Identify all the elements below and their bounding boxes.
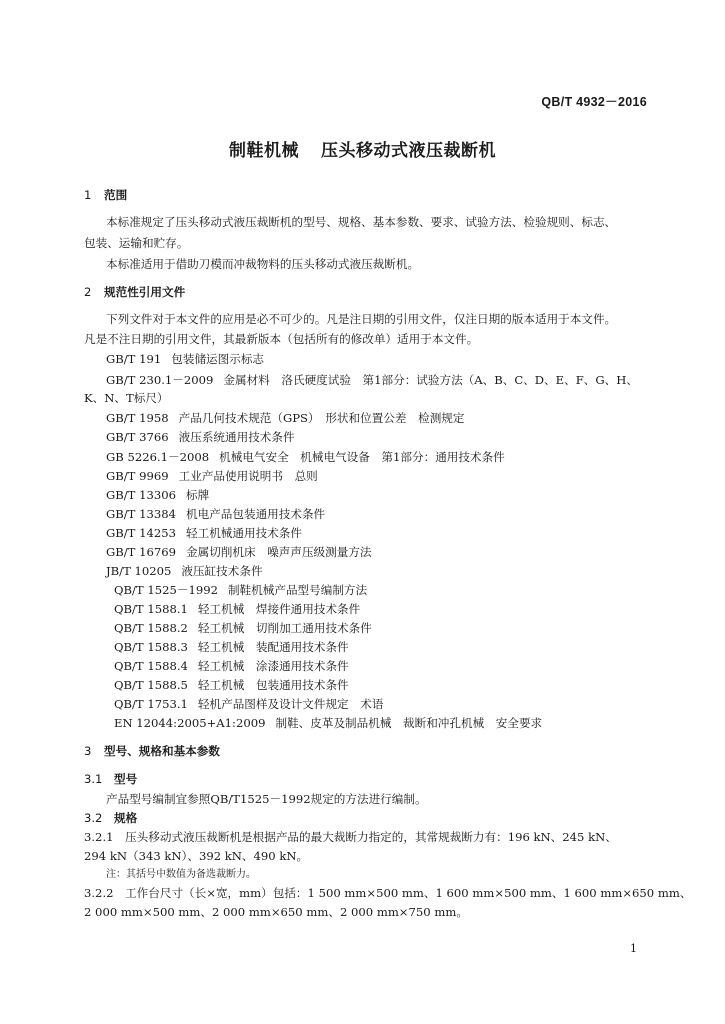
reference-code: QB/T 1588.4 bbox=[114, 659, 188, 673]
reference-code: GB/T 230.1－2009 bbox=[106, 373, 214, 387]
reference-name: 液压系统通用技术条件 bbox=[178, 430, 295, 444]
reference-item bbox=[106, 429, 295, 445]
reference-name: 制鞋、皮革及制品机械 裁断和冲孔机械 安全要求 bbox=[275, 716, 543, 730]
reference-code: QB/T 1588.1 bbox=[114, 602, 188, 616]
reference-name: 轻工机械 包装通用技术条件 bbox=[197, 678, 349, 692]
reference-code: GB/T 9969 bbox=[106, 469, 169, 483]
paragraph-line: 下列文件对于本文件的应用是必不可少的。凡是注日期的引用文件，仅注日期的版本适用于本文件。 bbox=[106, 312, 617, 326]
subsection-title: 规格 bbox=[114, 811, 138, 825]
paragraph-line: 包装、运输和贮存。 bbox=[84, 236, 189, 250]
reference-name: 轻工机械 涂漆通用技术条件 bbox=[197, 659, 349, 673]
reference-code: GB/T 1958 bbox=[106, 411, 169, 425]
reference-name: 工业产品使用说明书 总则 bbox=[178, 469, 318, 483]
subsection-3-1-heading bbox=[84, 771, 137, 787]
subsection-number: 3.1 bbox=[84, 772, 103, 786]
reference-item bbox=[114, 677, 349, 693]
note-line: 注：其括号中数值为备选裁断力。 bbox=[106, 869, 256, 880]
reference-name: 机电产品包装通用技术条件 bbox=[186, 507, 326, 521]
reference-item bbox=[114, 620, 372, 636]
section-title: 型号、规格和基本参数 bbox=[104, 744, 220, 758]
reference-item bbox=[106, 487, 209, 503]
reference-code: GB/T 13384 bbox=[106, 507, 176, 521]
reference-name: K、N、T标尺） bbox=[84, 391, 169, 405]
reference-item bbox=[106, 351, 264, 367]
reference-item bbox=[114, 658, 349, 674]
section-2-heading bbox=[84, 284, 185, 300]
reference-code: QB/T 1588.5 bbox=[114, 678, 188, 692]
paragraph-line: 3.2.2 工作台尺寸（长×宽，mm）包括：1 500 mm×500 mm、1 600 mm×500 mm、1 600 mm×650 mm、 bbox=[84, 886, 692, 900]
subsection-title: 型号 bbox=[114, 772, 138, 786]
reference-code: GB 5226.1－2008 bbox=[106, 450, 210, 464]
reference-item-continued bbox=[84, 390, 169, 406]
reference-code: GB/T 13306 bbox=[106, 488, 176, 502]
reference-item bbox=[106, 563, 263, 579]
reference-item bbox=[106, 525, 302, 541]
reference-name: 包装储运图示标志 bbox=[171, 352, 265, 366]
reference-item bbox=[114, 696, 383, 712]
section-number: 1 bbox=[84, 188, 92, 202]
paragraph-line: 本标准规定了压头移动式液压裁断机的型号、规格、基本参数、要求、试验方法、检验规则、标志、 bbox=[106, 215, 617, 229]
reference-code: GB/T 191 bbox=[106, 352, 162, 366]
section-title: 范围 bbox=[104, 188, 128, 202]
paragraph-line: 3.2.1 压头移动式液压裁断机是根据产品的最大裁断力指定的，其常规裁断力有：196 kN、245 kN、 bbox=[84, 830, 617, 844]
reference-name: 轻工机械 焊接件通用技术条件 bbox=[197, 602, 361, 616]
reference-name: 金属材料 洛氏硬度试验 第1部分：试验方法（A、B、C、D、E、F、G、H、 bbox=[223, 373, 638, 387]
paragraph-line: 本标准适用于借助刀模而冲裁物料的压头移动式液压裁断机。 bbox=[106, 257, 420, 271]
section-number: 2 bbox=[84, 285, 92, 299]
page-number: 1 bbox=[630, 942, 637, 955]
reference-name: 轻机产品图样及设计文件规定 术语 bbox=[197, 697, 384, 711]
reference-name: 轻工机械通用技术条件 bbox=[186, 526, 302, 540]
reference-name: 标牌 bbox=[186, 488, 210, 502]
reference-item bbox=[114, 715, 542, 731]
reference-name: 制鞋机械产品型号编制方法 bbox=[227, 583, 368, 597]
reference-item bbox=[114, 582, 367, 598]
reference-name: 轻工机械 装配通用技术条件 bbox=[197, 640, 349, 654]
reference-item bbox=[106, 544, 372, 560]
reference-code: QB/T 1588.3 bbox=[114, 640, 188, 654]
subsection-number: 3.2 bbox=[84, 811, 103, 825]
reference-item bbox=[106, 468, 318, 484]
subsection-3-2-heading bbox=[84, 810, 137, 826]
section-1-heading bbox=[84, 187, 127, 203]
reference-code: QB/T 1753.1 bbox=[114, 697, 188, 711]
standard-code: QB/T 4932－2016 bbox=[541, 95, 647, 109]
reference-item bbox=[106, 372, 638, 388]
reference-item bbox=[114, 601, 360, 617]
reference-item bbox=[106, 506, 325, 522]
reference-name: 金属切削机床 噪声声压级测量方法 bbox=[186, 545, 372, 559]
title-part-1: 制鞋机械 bbox=[229, 141, 299, 161]
paragraph-line: 凡是不注日期的引用文件，其最新版本（包括所有的修改单）适用于本文件。 bbox=[84, 332, 479, 346]
reference-code: GB/T 3766 bbox=[106, 430, 169, 444]
reference-item bbox=[106, 449, 505, 465]
reference-code: JB/T 10205 bbox=[106, 564, 172, 578]
paragraph-line: 2 000 mm×500 mm、2 000 mm×650 mm、2 000 mm×750 mm。 bbox=[84, 905, 468, 919]
paragraph-line: 产品型号编制宜参照QB/T1525－1992规定的方法进行编制。 bbox=[106, 792, 427, 806]
section-title: 规范性引用文件 bbox=[104, 285, 186, 299]
reference-name: 产品几何技术规范（GPS） 形状和位置公差 检测规定 bbox=[178, 411, 465, 425]
reference-code: EN 12044:2005+A1:2009 bbox=[114, 716, 266, 730]
reference-code: QB/T 1525－1992 bbox=[114, 583, 218, 597]
reference-item bbox=[106, 410, 465, 426]
document-title bbox=[0, 136, 725, 161]
title-part-2: 压头移动式液压裁断机 bbox=[321, 141, 496, 161]
reference-name: 液压缸技术条件 bbox=[181, 564, 263, 578]
reference-item bbox=[114, 639, 349, 655]
reference-name: 轻工机械 切削加工通用技术条件 bbox=[197, 621, 372, 635]
reference-name: 机械电气安全 机械电气设备 第1部分：通用技术条件 bbox=[219, 450, 505, 464]
reference-code: GB/T 16769 bbox=[106, 545, 176, 559]
reference-code: GB/T 14253 bbox=[106, 526, 176, 540]
paragraph-line: 294 kN（343 kN）、392 kN、490 kN。 bbox=[84, 849, 309, 863]
section-3-heading bbox=[84, 743, 220, 759]
section-number: 3 bbox=[84, 744, 92, 758]
reference-code: QB/T 1588.2 bbox=[114, 621, 188, 635]
